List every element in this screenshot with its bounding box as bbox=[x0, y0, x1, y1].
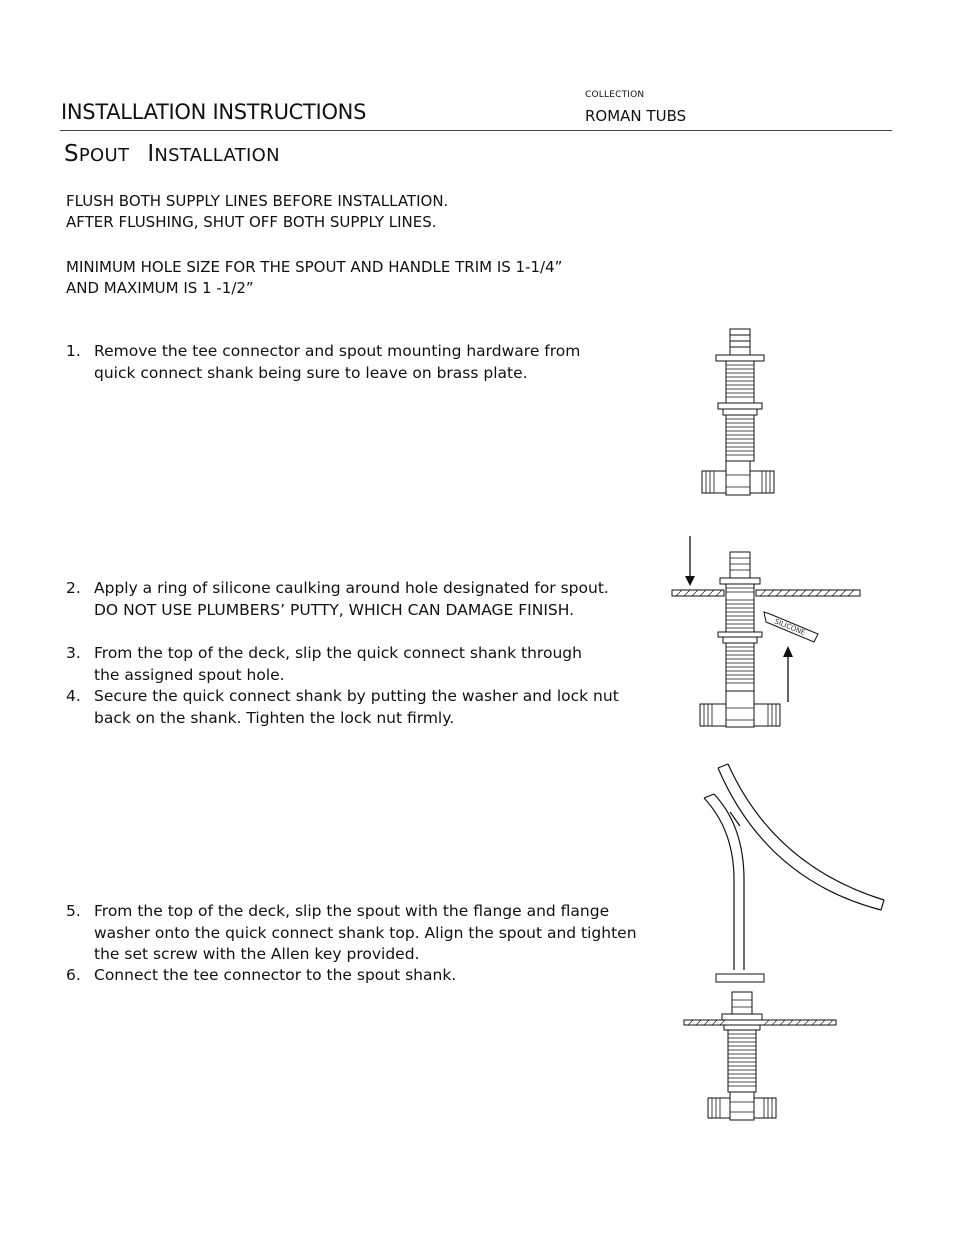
tee-right-arm bbox=[754, 1098, 776, 1118]
step-number: 2. bbox=[66, 579, 81, 597]
figure-shank-assembly bbox=[690, 325, 790, 500]
collection-name: ROMAN TUBS bbox=[585, 107, 687, 125]
spout bbox=[704, 764, 884, 970]
collection-label: COLLECTION bbox=[585, 90, 645, 100]
note-line: MINIMUM HOLE SIZE FOR THE SPOUT AND HANDLE TRIM IS 1-1/4” bbox=[66, 258, 563, 276]
step-6 bbox=[66, 965, 456, 987]
step-text: washer onto the quick connect shank top. Align the spout and tighten bbox=[94, 923, 637, 942]
tee-connector bbox=[726, 691, 754, 727]
threaded-shank bbox=[726, 584, 754, 634]
threaded-shank-lower bbox=[726, 415, 754, 461]
section-title-rest-2: NSTALLATION bbox=[154, 145, 280, 166]
lock-nut bbox=[723, 409, 757, 415]
tee-connector bbox=[726, 461, 750, 495]
step-text: the assigned spout hole. bbox=[94, 665, 285, 684]
note-line: AND MAXIMUM IS 1 -1/2” bbox=[66, 279, 254, 297]
step-text: quick connect shank being sure to leave on brass plate. bbox=[94, 363, 528, 382]
header-divider bbox=[60, 130, 892, 131]
step-text: From the top of the deck, slip the spout with the flange and flange bbox=[94, 902, 610, 920]
shank-top-nipple bbox=[730, 552, 750, 578]
flange bbox=[716, 974, 764, 982]
step-number: 3. bbox=[66, 644, 81, 662]
figure-deck-mounting bbox=[670, 530, 865, 735]
brass-plate bbox=[720, 578, 760, 584]
step-number: 4. bbox=[66, 687, 81, 705]
step-4 bbox=[66, 686, 619, 729]
step-text: Remove the tee connector and spout mounting hardware from bbox=[94, 342, 581, 360]
shank-top-nipple bbox=[730, 329, 750, 355]
step-number: 6. bbox=[66, 966, 81, 984]
lock-nut bbox=[723, 637, 757, 643]
section-title-rest-1: POUT bbox=[78, 145, 130, 166]
step-text: back on the shank. Tighten the lock nut firmly. bbox=[94, 708, 455, 727]
step-text: Apply a ring of silicone caulking around hole designated for spout. bbox=[94, 579, 609, 597]
section-title-initial-2: I bbox=[147, 141, 155, 167]
deck-right bbox=[756, 590, 860, 596]
step-2 bbox=[66, 578, 609, 621]
step-1 bbox=[66, 341, 580, 384]
arrow-up-icon bbox=[783, 646, 793, 657]
step-number: 5. bbox=[66, 902, 81, 920]
step-3 bbox=[66, 643, 582, 686]
step-5 bbox=[66, 901, 637, 966]
step-text: the set screw with the Allen key provided. bbox=[94, 945, 420, 963]
washer bbox=[718, 632, 762, 637]
step-text: DO NOT USE PLUMBERS’ PUTTY, WHICH CAN DAMAGE FINISH. bbox=[94, 600, 575, 619]
document-title: INSTALLATION INSTRUCTIONS bbox=[61, 100, 367, 124]
silicone-tube-icon bbox=[764, 612, 818, 642]
section-title bbox=[64, 141, 280, 167]
step-text: Secure the quick connect shank by putting the washer and lock nut bbox=[94, 687, 619, 705]
figure-spout-assembly bbox=[676, 760, 896, 1125]
step-number: 1. bbox=[66, 342, 81, 360]
step-text: Connect the tee connector to the spout shank. bbox=[94, 966, 457, 984]
threaded-shank bbox=[728, 1030, 756, 1092]
arrow-down-icon bbox=[685, 576, 695, 586]
brass-plate bbox=[716, 355, 764, 361]
brass-plate bbox=[722, 1014, 762, 1020]
step-text: From the top of the deck, slip the quick connect shank through bbox=[94, 644, 582, 662]
note-line: FLUSH BOTH SUPPLY LINES BEFORE INSTALLATION. bbox=[66, 192, 449, 210]
shank-top-nipple bbox=[732, 992, 752, 1014]
tee-left-arm bbox=[708, 1098, 730, 1118]
note-line: AFTER FLUSHING, SHUT OFF BOTH SUPPLY LINES. bbox=[66, 213, 437, 231]
section-title-initial-1: S bbox=[64, 141, 79, 167]
washer bbox=[718, 403, 762, 409]
deck-left bbox=[672, 590, 724, 596]
tee-connector bbox=[730, 1092, 754, 1120]
washer bbox=[724, 1025, 760, 1030]
silicone-label: SILICONE bbox=[773, 617, 807, 638]
